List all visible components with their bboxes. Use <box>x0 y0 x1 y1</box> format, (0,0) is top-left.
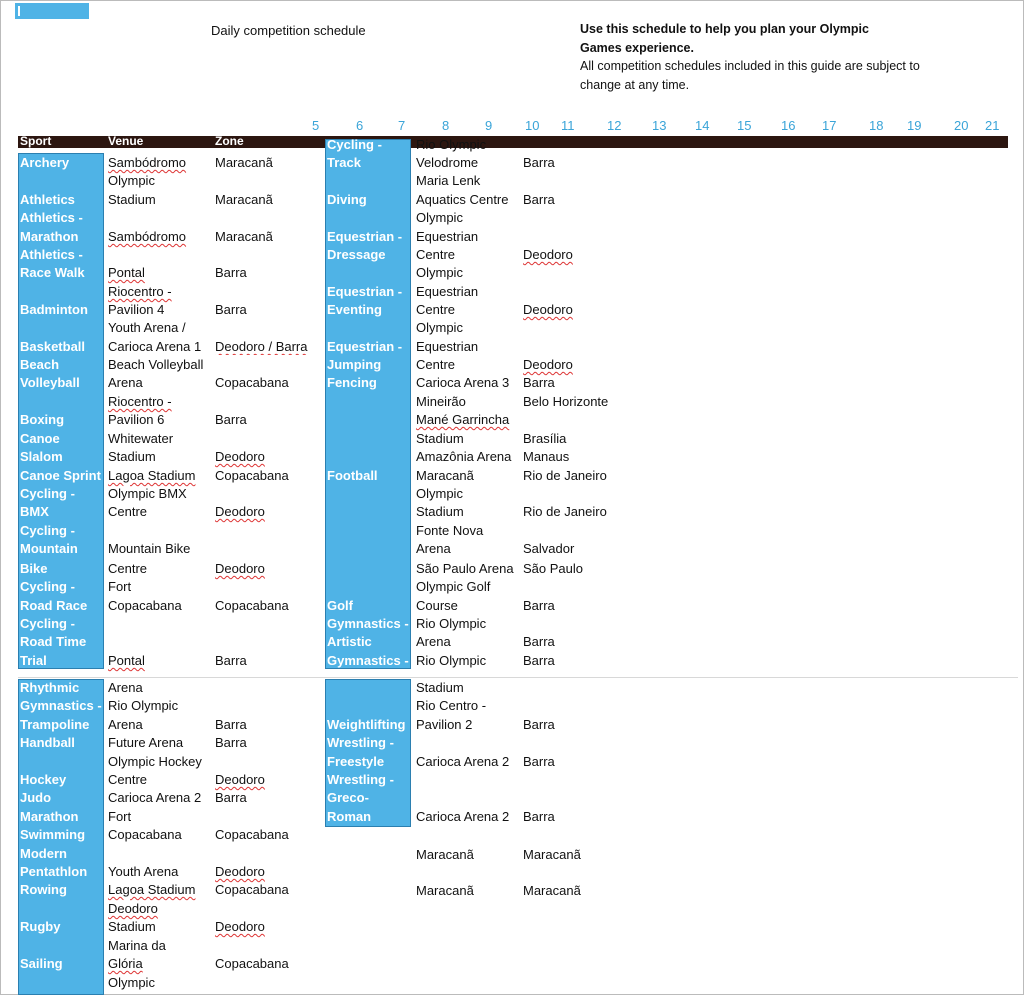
table-cell[interactable]: São Paulo Arena <box>416 561 514 576</box>
sport-cell[interactable]: Handball <box>20 735 75 750</box>
sport-cell[interactable]: Track <box>327 155 361 170</box>
table-cell[interactable]: Fort <box>108 809 132 824</box>
table-cell[interactable]: Equestrian <box>416 229 479 244</box>
table-cell[interactable]: Olympic <box>416 210 463 225</box>
table-cell[interactable]: Brasília <box>523 431 567 446</box>
sport-column-block-2 <box>325 139 411 669</box>
table-cell[interactable]: Deodoro <box>215 772 265 787</box>
table-cell[interactable]: Arena <box>108 680 143 695</box>
table-cell[interactable]: Deodoro <box>215 919 265 934</box>
day-number: 17 <box>822 118 837 133</box>
sport-cell[interactable]: Marathon <box>20 229 79 244</box>
table-cell[interactable]: Amazônia Arena <box>416 449 512 464</box>
sport-cell[interactable]: Wrestling - <box>327 735 394 750</box>
table-cell[interactable]: Maracanã <box>215 229 273 244</box>
sport-header: Sport <box>20 134 52 148</box>
table-cell[interactable]: Deodoro <box>215 449 265 464</box>
table-cell[interactable]: Olympic <box>416 320 463 335</box>
header-bar <box>18 136 1008 148</box>
table-cell[interactable]: Copacabana <box>108 598 182 613</box>
day-number: 21 <box>985 118 1000 133</box>
sport-cell[interactable]: Rowing <box>20 882 67 897</box>
sport-cell[interactable]: Basketball <box>20 339 86 354</box>
sport-cell[interactable]: Freestyle <box>327 754 385 769</box>
table-cell[interactable]: Deodoro <box>523 302 573 317</box>
table-cell[interactable]: Mané Garrincha <box>416 412 510 427</box>
day-number: 16 <box>781 118 796 133</box>
table-cell[interactable]: Olympic Hockey <box>108 754 202 769</box>
sport-cell[interactable]: Equestrian - <box>327 284 403 299</box>
table-cell[interactable]: Centre <box>108 561 148 576</box>
table-cell[interactable]: Copacabana <box>215 468 289 483</box>
table-cell[interactable]: Copacabana <box>215 827 289 842</box>
table-cell[interactable]: Arena <box>108 717 143 732</box>
table-cell[interactable]: Maria Lenk <box>416 173 481 188</box>
table-cell[interactable]: Sambódromo <box>108 229 187 244</box>
sport-cell[interactable]: Equestrian - <box>327 339 403 354</box>
table-cell[interactable]: Arena <box>416 541 451 556</box>
table-cell[interactable]: Maracanã <box>416 883 474 898</box>
sport-cell[interactable]: Gymnastics - <box>327 653 409 668</box>
note-line-2: Games experience. <box>580 41 694 55</box>
table-cell[interactable]: Beach Volleyball <box>108 357 204 372</box>
page-separator <box>18 677 1018 678</box>
selected-cell-indicator[interactable] <box>15 3 89 19</box>
sport-cell[interactable]: Hockey <box>20 772 67 787</box>
table-cell[interactable]: Deodoro <box>215 561 265 576</box>
table-cell[interactable]: Barra <box>523 717 555 732</box>
sport-cell[interactable]: Equestrian - <box>327 229 403 244</box>
sport-cell[interactable]: Slalom <box>20 449 63 464</box>
day-number: 10 <box>525 118 540 133</box>
table-cell[interactable]: Barra <box>523 634 555 649</box>
table-cell[interactable]: Salvador <box>523 541 575 556</box>
day-number: 19 <box>907 118 922 133</box>
table-cell[interactable]: Rio Centro - <box>416 698 487 713</box>
table-cell[interactable]: Stadium <box>416 504 464 519</box>
sport-cell[interactable]: Road Time <box>20 634 87 649</box>
table-cell[interactable]: Rio de Janeiro <box>523 468 607 483</box>
sport-cell[interactable]: Gymnastics - <box>20 698 102 713</box>
sport-cell[interactable]: Athletics - <box>20 210 83 225</box>
sport-cell[interactable]: Cycling - <box>20 486 75 501</box>
table-cell[interactable]: Carioca Arena 1 <box>108 339 202 354</box>
table-cell[interactable]: Carioca Arena 2 <box>416 809 510 824</box>
table-cell[interactable]: Pontal <box>108 653 145 668</box>
sport-cell[interactable]: Mountain <box>20 541 78 556</box>
sport-cell[interactable]: Greco- <box>327 790 369 805</box>
table-cell[interactable]: Riocentro - <box>108 284 172 299</box>
table-cell[interactable]: Aquatics Centre <box>416 192 509 207</box>
table-cell[interactable]: Course <box>416 598 458 613</box>
table-cell[interactable]: Copacabana <box>108 827 182 842</box>
sport-cell[interactable]: Roman <box>327 809 372 824</box>
table-cell[interactable]: Maracanã <box>523 883 581 898</box>
sport-cell[interactable]: Sailing <box>20 956 63 971</box>
sport-cell[interactable]: Pentathlon <box>20 864 88 879</box>
day-number: 18 <box>869 118 884 133</box>
table-cell[interactable]: Pontal <box>108 265 145 280</box>
day-number: 14 <box>695 118 710 133</box>
table-cell[interactable]: Barra <box>523 754 555 769</box>
sport-cell[interactable]: Cycling - <box>20 616 75 631</box>
table-cell[interactable]: Rio Olympic <box>416 616 487 631</box>
sport-cell[interactable]: Canoe <box>20 431 60 446</box>
table-cell[interactable]: Youth Arena <box>108 864 179 879</box>
sport-cell[interactable]: Athletics - <box>20 247 83 262</box>
sport-cell[interactable]: Golf <box>327 598 353 613</box>
table-cell[interactable]: Olympic <box>416 265 463 280</box>
sport-cell[interactable]: Boxing <box>20 412 65 427</box>
table-cell[interactable]: Rio Olympic <box>416 137 487 152</box>
table-cell[interactable]: Barra <box>215 653 247 668</box>
sport-cell[interactable]: Athletics <box>20 192 75 207</box>
table-cell[interactable]: Mountain Bike <box>108 541 191 556</box>
table-cell[interactable]: Olympic BMX <box>108 486 187 501</box>
table-cell[interactable]: Maracanã <box>523 847 581 862</box>
page-title: Daily competition schedule <box>211 23 366 38</box>
table-cell[interactable]: Deodoro <box>108 901 158 916</box>
cursor-icon <box>18 6 20 16</box>
table-cell[interactable]: Copacabana <box>215 956 289 971</box>
table-cell[interactable]: Barra <box>215 302 247 317</box>
table-cell[interactable]: Olympic <box>108 173 155 188</box>
sport-cell[interactable]: Cycling - <box>20 523 75 538</box>
table-cell[interactable]: Rio Olympic <box>108 698 179 713</box>
table-cell[interactable]: Pavilion 4 <box>108 302 165 317</box>
day-number: 11 <box>561 118 575 133</box>
table-cell[interactable]: São Paulo <box>523 561 583 576</box>
table-cell[interactable]: Centre <box>108 504 148 519</box>
table-cell[interactable]: Lagoa Stadium <box>108 882 196 897</box>
sport-cell[interactable]: Rhythmic <box>20 680 80 695</box>
sport-cell[interactable]: Wrestling - <box>327 772 394 787</box>
sport-cell[interactable]: Marathon <box>20 809 79 824</box>
table-cell[interactable]: Centre <box>416 302 456 317</box>
table-cell[interactable]: Rio Olympic <box>416 653 487 668</box>
table-cell[interactable]: Arena <box>416 634 451 649</box>
table-cell[interactable]: Barra <box>523 809 555 824</box>
table-cell[interactable]: Deodoro / Barra <box>215 339 308 354</box>
note-line-3: All competition schedules included in this guide are subject to <box>580 59 920 73</box>
table-cell[interactable]: Olympic <box>108 975 155 990</box>
table-cell[interactable]: Lagoa Stadium <box>108 468 196 483</box>
day-number: 7 <box>398 118 406 133</box>
table-cell[interactable]: Pavilion 6 <box>108 412 165 427</box>
day-number: 13 <box>652 118 667 133</box>
sport-cell[interactable]: Road Race <box>20 598 88 613</box>
table-cell[interactable]: Centre <box>416 357 456 372</box>
table-cell[interactable]: Whitewater <box>108 431 174 446</box>
table-cell[interactable]: Stadium <box>108 919 156 934</box>
sport-cell[interactable]: Weightlifting <box>327 717 406 732</box>
table-cell[interactable]: Deodoro <box>523 357 573 372</box>
table-cell[interactable]: Barra <box>215 735 247 750</box>
table-cell[interactable]: Stadium <box>108 192 156 207</box>
venue-header: Venue <box>108 134 144 148</box>
table-cell[interactable]: Velodrome <box>416 155 479 170</box>
table-cell[interactable]: Copacabana <box>215 882 289 897</box>
table-cell[interactable]: Manaus <box>523 449 570 464</box>
sport-cell[interactable]: Jumping <box>327 357 382 372</box>
table-cell[interactable]: Arena <box>108 375 143 390</box>
sport-cell[interactable]: Cycling - <box>327 137 382 152</box>
sport-cell[interactable]: Eventing <box>327 302 382 317</box>
sport-cell[interactable]: Modern <box>20 846 67 861</box>
table-cell[interactable]: Barra <box>215 717 247 732</box>
sport-cell[interactable]: Fencing <box>327 375 377 390</box>
table-cell[interactable]: Barra <box>523 375 555 390</box>
sport-cell[interactable]: Bike <box>20 561 48 576</box>
sport-cell[interactable]: Gymnastics - <box>327 616 409 631</box>
table-cell[interactable]: Youth Arena / <box>108 320 186 335</box>
table-cell[interactable]: Equestrian <box>416 284 479 299</box>
table-cell[interactable]: Deodoro <box>215 504 265 519</box>
sport-cell[interactable]: Dressage <box>327 247 386 262</box>
table-cell[interactable]: Barra <box>523 653 555 668</box>
table-cell[interactable]: Carioca Arena 3 <box>416 375 510 390</box>
table-cell[interactable]: Rio de Janeiro <box>523 504 607 519</box>
sport-cell[interactable]: Swimming <box>20 827 86 842</box>
table-cell[interactable]: Fonte Nova <box>416 523 484 538</box>
sport-cell[interactable]: Archery <box>20 155 70 170</box>
day-number: 15 <box>737 118 752 133</box>
table-cell[interactable]: Stadium <box>416 680 464 695</box>
sport-cell[interactable]: Badminton <box>20 302 88 317</box>
table-cell[interactable]: Maracanã <box>215 192 273 207</box>
sport-cell[interactable]: Volleyball <box>20 375 80 390</box>
table-cell[interactable]: Olympic <box>416 486 463 501</box>
table-cell[interactable]: Centre <box>108 772 148 787</box>
table-cell[interactable]: Deodoro <box>215 864 265 879</box>
table-cell[interactable]: Equestrian <box>416 339 479 354</box>
sport-cell[interactable]: Trampoline <box>20 717 90 732</box>
sport-cell[interactable]: Canoe Sprint <box>20 468 101 483</box>
sport-cell[interactable]: Trial <box>20 653 47 668</box>
table-cell[interactable]: Sambódromo <box>108 155 187 170</box>
day-number: 6 <box>356 118 364 133</box>
day-number: 8 <box>442 118 450 133</box>
table-cell[interactable]: Centre <box>416 247 456 262</box>
table-cell[interactable]: Maracanã <box>416 468 474 483</box>
sport-cell[interactable]: Race Walk <box>20 265 85 280</box>
table-cell[interactable]: Barra <box>523 192 555 207</box>
note-line-1: Use this schedule to help you plan your Olympic <box>580 22 869 36</box>
table-cell[interactable]: Future Arena <box>108 735 184 750</box>
sport-cell[interactable]: Diving <box>327 192 367 207</box>
table-cell[interactable]: Riocentro - <box>108 394 172 409</box>
sport-cell[interactable]: Artistic <box>327 634 372 649</box>
table-cell[interactable]: Pavilion 2 <box>416 717 473 732</box>
table-cell[interactable]: Carioca Arena 2 <box>108 790 202 805</box>
table-cell[interactable]: Stadium <box>416 431 464 446</box>
table-cell[interactable]: Maracanã <box>416 847 474 862</box>
day-number: 9 <box>485 118 493 133</box>
sport-cell[interactable]: BMX <box>20 504 49 519</box>
day-number: 5 <box>312 118 320 133</box>
table-cell[interactable]: Belo Horizonte <box>523 394 609 409</box>
note-line-4: change at any time. <box>580 78 690 92</box>
day-number: 20 <box>954 118 969 133</box>
table-cell[interactable]: Olympic Golf <box>416 579 491 594</box>
table-cell[interactable]: Glória <box>108 956 143 971</box>
table-cell[interactable]: Copacabana <box>215 598 289 613</box>
table-cell[interactable]: Barra <box>215 412 247 427</box>
table-cell[interactable]: Mineirão <box>416 394 466 409</box>
table-cell[interactable]: Stadium <box>108 449 156 464</box>
sport-cell[interactable]: Cycling - <box>20 579 75 594</box>
table-cell[interactable]: Fort <box>108 579 132 594</box>
sport-cell[interactable]: Rugby <box>20 919 61 934</box>
sport-cell[interactable]: Judo <box>20 790 52 805</box>
table-cell[interactable]: Barra <box>215 790 247 805</box>
zone-header: Zone <box>215 134 244 148</box>
table-cell[interactable]: Marina da <box>108 938 166 953</box>
table-cell[interactable]: Copacabana <box>215 375 289 390</box>
day-number: 12 <box>607 118 622 133</box>
table-cell[interactable]: Carioca Arena 2 <box>416 754 510 769</box>
table-cell[interactable]: Barra <box>215 265 247 280</box>
table-cell[interactable]: Barra <box>523 598 555 613</box>
table-cell[interactable]: Barra <box>523 155 555 170</box>
table-cell[interactable]: Deodoro <box>523 247 573 262</box>
sport-cell[interactable]: Beach <box>20 357 60 372</box>
table-cell[interactable]: Maracanã <box>215 155 273 170</box>
sport-cell[interactable]: Football <box>327 468 378 483</box>
